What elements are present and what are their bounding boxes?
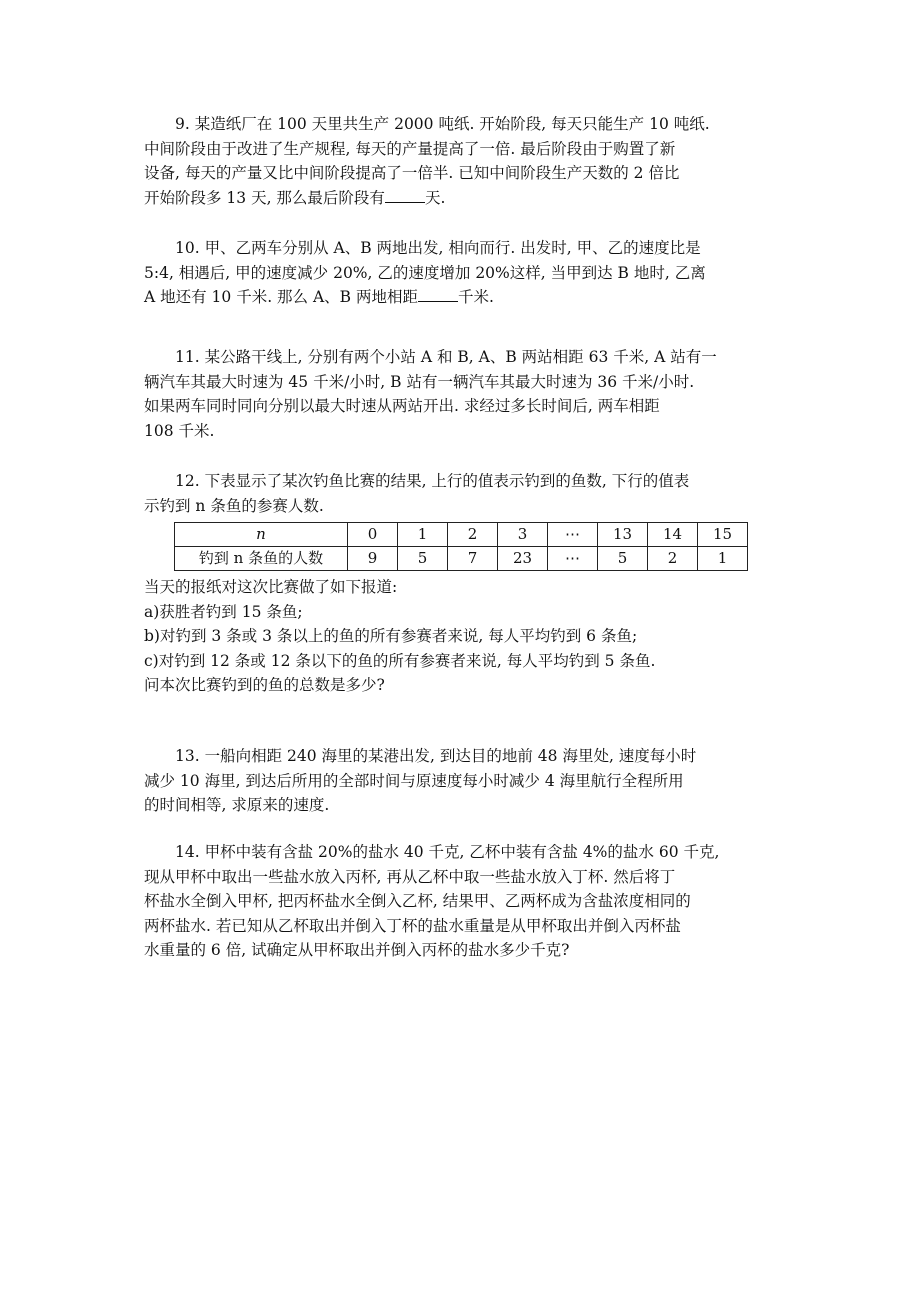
problem-11-line-4: 108 千米. (144, 421, 215, 440)
table-cell: 2 (448, 523, 498, 547)
problem-14-line-1: 14. 甲杯中装有含盐 20%的盐水 40 千克, 乙杯中装有含盐 4%的盐水 60 千克, (175, 843, 720, 861)
table-cell: 13 (598, 523, 648, 547)
table-row (175, 523, 748, 547)
problem-12-line-1: 12. 下表显示了某次钓鱼比赛的结果, 上行的值表示钓到的鱼数, 下行的值表 (175, 472, 690, 490)
problem-13 (144, 744, 784, 818)
problem-9 (144, 112, 784, 210)
answer-blank (385, 186, 425, 203)
problem-13-line-3: 的时间相等, 求原来的速度. (144, 796, 330, 814)
problem-10-line-3 (144, 285, 784, 310)
problem-10 (144, 236, 784, 310)
problem-14-line-3: 杯盐水全倒入甲杯, 把丙杯盐水全倒入乙杯, 结果甲、乙两杯成为含盐浓度相同的 (144, 892, 691, 910)
table-header-n (175, 523, 348, 547)
report-line: a)获胜者钓到 15 条鱼; (144, 602, 303, 621)
problem-14-line-2: 现从甲杯中取出一些盐水放入丙杯, 再从乙杯中取一些盐水放入丁杯. 然后将丁 (144, 867, 676, 886)
table-cell: 1 (698, 547, 748, 571)
problem-9-line-3: 设备, 每天的产量又比中间阶段提高了一倍半. 已知中间阶段生产天数的 2 倍比 (144, 164, 680, 182)
table-cell: 15 (698, 523, 748, 547)
problem-9-line-4-text: 开始阶段多 13 天, 那么最后阶段有 (144, 188, 385, 207)
problem-9-line-2: 中间阶段由于改进了生产规程, 每天的产量提高了一倍. 最后阶段由于购置了新 (144, 139, 676, 158)
problem-9-line-4-end: 天. (424, 188, 446, 207)
table-cell: 1 (398, 523, 448, 547)
table-cell: ⋯ (548, 547, 598, 571)
table-header-count: 钓到 n 条鱼的人数 (175, 547, 348, 571)
table-cell: 14 (648, 523, 698, 547)
problem-13-line-2: 减少 10 海里, 到达后所用的全部时间与原速度每小时减少 4 海里航行全程所用 (144, 771, 684, 790)
report-line: b)对钓到 3 条或 3 条以上的鱼的所有参赛者来说, 每人平均钓到 6 条鱼; (144, 627, 638, 645)
problem-11-line-1: 11. 某公路干线上, 分别有两个小站 A 和 B, A、B 两站相距 63 千米, A 站有一 (175, 348, 717, 366)
fish-count-table (174, 522, 748, 571)
table-cell: ⋯ (548, 523, 598, 547)
problem-12-report (144, 575, 804, 698)
report-line: 当天的报纸对这次比赛做了如下报道: (144, 578, 398, 596)
problem-14 (144, 840, 784, 963)
problem-9-line-4 (144, 186, 784, 211)
table-cell: 3 (498, 523, 548, 547)
problem-10-line-1: 10. 甲、乙两车分别从 A、B 两地出发, 相向而行. 出发时, 甲、乙的速度比是 (175, 239, 701, 257)
problem-9-line-1: 9. 某造纸厂在 100 天里共生产 2000 吨纸. 开始阶段, 每天只能生产 10 吨纸. (175, 115, 710, 133)
table-cell: 2 (648, 547, 698, 571)
table-cell: 7 (448, 547, 498, 571)
problem-10-line-3-text: A 地还有 10 千米. 那么 A、B 两地相距 (144, 288, 418, 306)
report-line: c)对钓到 12 条或 12 条以下的鱼的所有参赛者来说, 每人平均钓到 5 条鱼. (144, 651, 656, 670)
table-cell: 5 (398, 547, 448, 571)
problem-14-line-5: 水重量的 6 倍, 试确定从甲杯取出并倒入丙杯的盐水多少千克? (144, 941, 570, 959)
problem-11-line-2: 辆汽车其最大时速为 45 千米/小时, B 站有一辆汽车其最大时速为 36 千米/小时. (144, 372, 695, 391)
report-line: 问本次比赛钓到的鱼的总数是多少? (144, 676, 385, 694)
n-variable: n (256, 525, 266, 543)
table-cell: 9 (348, 547, 398, 571)
problem-10-line-2: 5:4, 相遇后, 甲的速度减少 20%, 乙的速度增加 20%这样, 当甲到达 B 地时, 乙离 (144, 263, 706, 282)
problem-13-line-1: 13. 一船向相距 240 海里的某港出发, 到达目的地前 48 海里处, 速度每小时 (175, 747, 697, 765)
problem-12-line-2: 示钓到 n 条鱼的参赛人数. (144, 496, 324, 515)
problem-11-line-3: 如果两车同时同向分别以最大时速从两站开出. 求经过多长时间后, 两车相距 (144, 397, 660, 415)
table-cell: 5 (598, 547, 648, 571)
problem-11 (144, 345, 784, 443)
problem-14-line-4: 两杯盐水. 若已知从乙杯取出并倒入丁杯的盐水重量是从甲杯取出并倒入丙杯盐 (144, 916, 681, 935)
table-cell: 0 (348, 523, 398, 547)
answer-blank (418, 285, 458, 302)
table-row (175, 547, 748, 571)
problem-12 (144, 469, 784, 518)
problem-10-line-3-end: 千米. (458, 288, 494, 306)
table-cell: 23 (498, 547, 548, 571)
